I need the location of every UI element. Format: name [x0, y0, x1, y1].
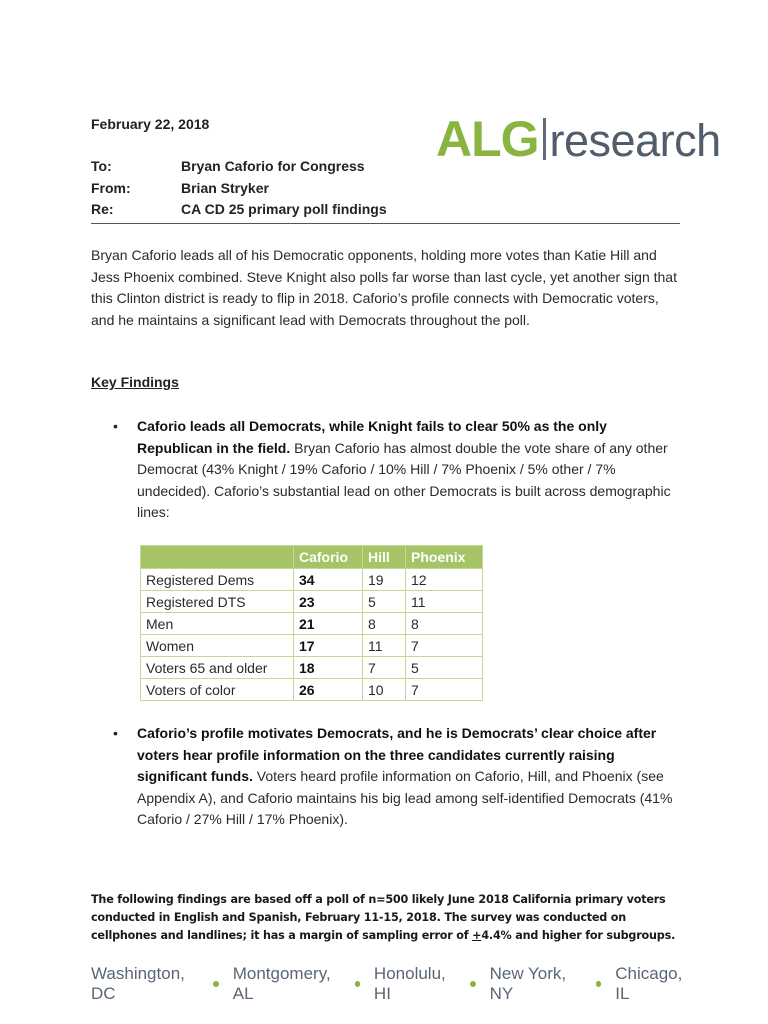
- table-row: [141, 613, 483, 635]
- table-cell-hill: 10: [363, 679, 406, 701]
- table-cell-hill: 8: [363, 613, 406, 635]
- memo-re-row: [91, 201, 387, 217]
- memo-date: February 22, 2018: [91, 116, 210, 132]
- separator-dot-icon: [596, 981, 601, 987]
- table-header-cell: Hill: [363, 546, 406, 569]
- office-locations-footer: [91, 964, 691, 1004]
- bullet-marker: •: [113, 725, 118, 741]
- memo-re-value: CA CD 25 primary poll findings: [181, 201, 387, 217]
- table-cell-phoenix: 11: [406, 591, 483, 613]
- finding-1-text: Bryan Caforio has almost double the vote share of any other Democrat (43% Knight / 19% Caforio / 10% Hill / 7% Phoenix / 5% other / 7% undecided). Caforio’s substantial lead on other Democrats is built across demographic lines:: [137, 439, 671, 520]
- bullet-marker: •: [113, 418, 118, 434]
- memo-from-label: From:: [91, 180, 131, 196]
- table-cell-group: Men: [141, 613, 294, 635]
- table-cell-group: Registered Dems: [141, 569, 294, 591]
- table-cell-phoenix: 8: [406, 613, 483, 635]
- table-header-row: [141, 546, 483, 569]
- office-location: Honolulu, HI: [373, 964, 446, 1003]
- logo-research-text: research: [549, 115, 721, 166]
- table-cell-group: Women: [141, 635, 294, 657]
- table-cell-hill: 7: [363, 657, 406, 679]
- table-cell-caforio: 34: [294, 569, 363, 591]
- finding-2-text: Voters heard profile information on Caforio, Hill, and Phoenix (see Appendix A), and Caforio maintains his big lead among self-identified Democrats (41% Caforio / 27% Hill / 17% Phoenix).: [137, 768, 673, 827]
- key-findings-heading: Key Findings: [91, 374, 179, 390]
- alg-research-logo: [436, 112, 721, 166]
- table-row: [141, 679, 483, 701]
- table-cell-group: Voters of color: [141, 679, 294, 701]
- methodology-footnote: [91, 891, 691, 945]
- plus-minus-sign: +: [472, 929, 482, 942]
- intro-paragraph: Bryan Caforio leads all of his Democratic opponents, holding more votes than Katie Hill and Jess Phoenix combined. Steve Knight also polls far worse than last cycle, yet another sign that this Clinton district is ready to flip in 2018. Caforio’s profile connects with Democratic voters, and he maintains a significant lead with Democrats throughout the poll.: [91, 247, 677, 328]
- table-row: [141, 657, 483, 679]
- table-cell-caforio: 21: [294, 613, 363, 635]
- office-location: Montgomery, AL: [232, 964, 331, 1003]
- table-cell-caforio: 18: [294, 657, 363, 679]
- demographics-table: [140, 545, 483, 701]
- memo-to-label: To:: [91, 158, 112, 174]
- footnote-text: The following findings are based off a poll of n=500 likely June 2018 California primary voters conducted in English and Spanish, February 11-15, 2018. The survey was conducted on cellphones and landlines; it has a margin of sampling error of: [91, 893, 666, 942]
- logo-alg-text: ALG: [436, 111, 539, 167]
- finding-2: [137, 723, 682, 831]
- table-header-cell: Caforio: [294, 546, 363, 569]
- finding-2-lead: Caforio’s profile motivates Democrats, and he is Democrats’ clear choice after voters hear profile information on the three candidates currently raising significant funds.: [137, 725, 657, 784]
- footnote-text-end: 4.4% and higher for subgroups.: [481, 929, 676, 942]
- table-cell-group: Registered DTS: [141, 591, 294, 613]
- table-header-cell: Phoenix: [406, 546, 483, 569]
- table-cell-hill: 19: [363, 569, 406, 591]
- separator-dot-icon: [213, 981, 218, 987]
- office-location: Washington, DC: [91, 964, 185, 1003]
- table-row: [141, 635, 483, 657]
- finding-1: [137, 416, 682, 524]
- table-cell-phoenix: 7: [406, 679, 483, 701]
- separator-dot-icon: [355, 981, 360, 987]
- table-cell-hill: 11: [363, 635, 406, 657]
- memo-from-value: Brian Stryker: [181, 180, 269, 196]
- table-cell-group: Voters 65 and older: [141, 657, 294, 679]
- memo-re-label: Re:: [91, 201, 114, 217]
- finding-1-lead: Caforio leads all Democrats, while Knight fails to clear 50% as the only Republican in the field.: [137, 418, 607, 456]
- table-header-cell: [141, 546, 294, 569]
- header-rule: [91, 223, 680, 224]
- separator-dot-icon: [470, 981, 475, 987]
- table-cell-phoenix: 5: [406, 657, 483, 679]
- memo-to-row: [91, 158, 365, 174]
- table-cell-caforio: 17: [294, 635, 363, 657]
- memo-to-value: Bryan Caforio for Congress: [181, 158, 365, 174]
- table-cell-caforio: 26: [294, 679, 363, 701]
- office-location: New York, NY: [489, 964, 567, 1003]
- table-row: [141, 569, 483, 591]
- table-cell-phoenix: 12: [406, 569, 483, 591]
- table-cell-hill: 5: [363, 591, 406, 613]
- table-cell-caforio: 23: [294, 591, 363, 613]
- table-row: [141, 591, 483, 613]
- table-cell-phoenix: 7: [406, 635, 483, 657]
- logo-divider-bar: [543, 118, 546, 160]
- office-location: Chicago, IL: [615, 964, 683, 1003]
- memo-from-row: [91, 180, 269, 196]
